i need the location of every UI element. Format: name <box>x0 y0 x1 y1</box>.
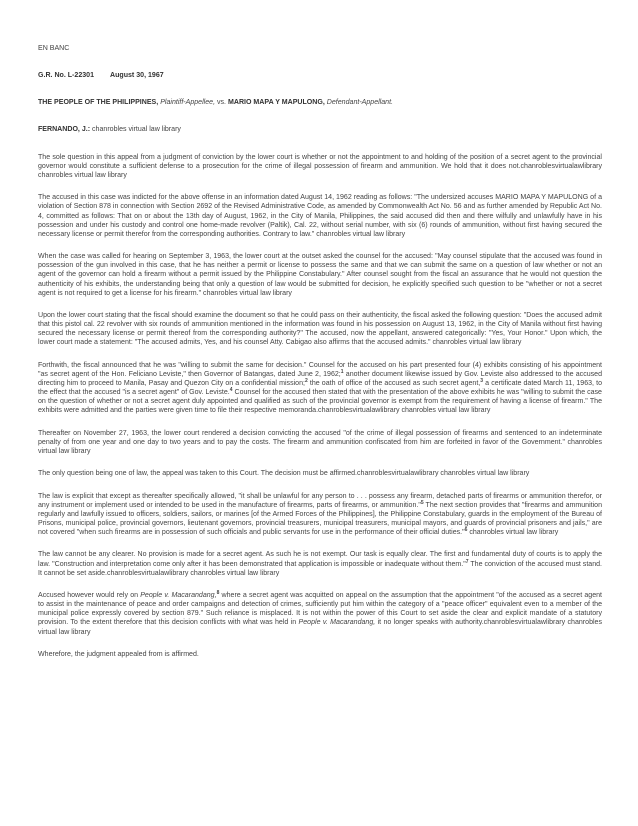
paragraph-5 <box>38 361 602 416</box>
paragraph-11-dispositive: Wherefore, the judgment appealed from is affirmed. <box>38 650 199 658</box>
footnote-ref-7[interactable]: 7 <box>465 558 469 565</box>
plaintiff-role: Plaintiff-Appellee, <box>160 99 216 107</box>
case-title <box>38 98 602 107</box>
court-division-text: EN BANC <box>38 45 70 52</box>
paragraph-2: The accused in this case was indicted for the above offense in an information dated August 14, 1962 reading as follows: "The undersized accuses MARIO MAPA Y MAPULONG of a violation of Section 878 in connection with Section 2692 of the Revised Administrative Code, as amended by Commonwealth Act No. 56 and as further amended by Republic Act No. 4, committed as follows: That on or about the 13th day of August, 1962, in the City of Manila, Philippines, the said accused did then and there wilfully and unlawfully have in his possession and under his custody and control one home-made revolver (Paltik), Cal. 22, without serial number, with six (6) rounds of ammunition, without first having secured the necessary license or permit therefor from the corresponding authorities. Contrary to law." chanrobles virtual law library <box>38 194 602 238</box>
paragraph-5-text-e: Counsel for the accused then stated that with the presentation of the above exhibits he was "willing to submit the case on the question of whether or not a secret agent duly appointed and qualified as such of the provincial governor is exempt from the requirement of having a license of firearm." The exhibits were admitted and the parties were given time to file their respective memoranda.chanroblesvirtualawlibrary chanrobles virtual law library <box>38 389 602 415</box>
paragraph-6: Thereafter on November 27, 1963, the lower court rendered a decision convicting the accused "of the crime of illegal possession of firearms and sentenced to an indeterminate penalty of from one year and one day to two years and to pay the costs. The firearm and ammunition confiscated from him are forfeited in favor of the Government." chanrobles virtual law library <box>38 429 602 455</box>
paragraph-9-text-a: The law cannot be any clearer. No provision is made for a secret agent. As such he is not exempt. Our task is equally clear. The first and fundamental duty of courts is to apply the law. "Construction and interpretation come only after it has been demonstrated that application is impossible or inadequate without them." <box>38 551 602 568</box>
paragraph-5-text-c: the oath of office of the accused as such secret agent, <box>307 379 481 387</box>
footnote-ref-4[interactable]: 4 <box>229 387 233 394</box>
court-division <box>38 44 602 53</box>
paragraph-8-text-a: The law is explicit that except as thereafter specifically allowed, "it shall be unlawful for any person to . . . possess any firearm, detached parts of firearms or ammunition therefor, or any instrument or implement used or intended to be used in the manufacture of firearms, parts of firearms, or ammunition." <box>38 492 602 509</box>
case-citation-repeat: People v. Macarandang, <box>298 619 376 627</box>
paragraph-7: The only question being one of law, the appeal was taken to this Court. The decision must be affirmed.chanroblesvirtualawlibrary chanrobles virtual law library <box>38 470 530 478</box>
case-number-line <box>38 71 602 80</box>
paragraph-5-text-b: another document likewise issued by Gov. Leviste also addressed to the accused directing him to proceed to Manila, Pasay and Quezon City on a confidential mission; <box>38 370 602 387</box>
defendant-name: MARIO MAPA Y MAPULONG, <box>227 99 325 107</box>
paragraph-10-text-b: where a secret agent was acquitted on appeal on the assumption that the appointment "of the accused as a secret agent to assist in the maintenance of peace and order campaigns and detection of crimes, sufficiently put him within the category of a "peace officer" equivalent even to a member of the municipal police expressly covered by section 879." Such reliance is misplaced. It is not within the power of this Court to set aside the clear and explicit mandate of a statutory provision. To the extent therefore that this decision conflicts with what was held in <box>38 591 603 627</box>
versus: vs. <box>217 99 227 107</box>
gr-number: G.R. No. L-22301 <box>38 72 95 80</box>
defendant-role: Defendant-Appellant. <box>326 99 394 107</box>
paragraph-8-text-c: chanrobles virtual law library <box>467 529 559 537</box>
paragraph-10-text-a: Accused however would rely on <box>38 591 141 599</box>
paragraph-1: The sole question in this appeal from a judgment of conviction by the lower court is whether or not the appointment to and holding of the position of a secret agent to the provincial governor would constitute a sufficient defense to a prosecution for the crime of illegal possession of firearm and ammunition. We hold that it does not.chanroblesvirtualawlibrary chanrobles virtual law library <box>38 153 602 179</box>
case-citation: People v. Macarandang, <box>140 591 217 599</box>
paragraph-8-text-b: The next section provides that "firearms and ammunition regularly and lawfully issued to officers, soldiers, sailors, or marines [of the Armed Forces of the Philippines], the Philippine Constabulary, guards in the employment of the Bureau of Prisons, municipal police, provincial governors, lieutenant governors, provincial treasurers, municipal treasurers, municipal mayors, and guards of provincial prisoners and jails," are not covered "when such firearms are in possession of such officials and public servants for use in the performance of their official duties." <box>38 501 602 537</box>
plaintiff-name: THE PEOPLE OF THE PHILIPPINES, <box>38 99 159 107</box>
footnote-ref-2[interactable]: 2 <box>304 377 308 384</box>
paragraph-5-text-d: a certificate dated March 11, 1963, to the effect that the accused "is a secret agent" of Gov. Leviste. <box>38 379 602 397</box>
footnote-ref-5[interactable]: 5 <box>420 499 424 506</box>
paragraph-10 <box>38 591 602 637</box>
paragraph-10-text-c: it no longer speaks with authority.chanroblesvirtualawlibrary chanrobles virtual law library <box>38 619 602 636</box>
paragraph-9-text-b: The conviction of the accused must stand. It cannot be set aside.chanroblesvirtualawlibrary chanrobles virtual law library <box>38 560 603 577</box>
footnote-ref-6[interactable]: 6 <box>464 527 468 534</box>
ponente-name: FERNANDO, J.: <box>38 126 91 134</box>
footnote-ref-1[interactable]: 1 <box>340 368 344 375</box>
paragraph-8 <box>38 492 602 538</box>
paragraph-3: When the case was called for hearing on September 3, 1963, the lower court at the outset asked the counsel for the accused: "May counsel stipulate that the accused was found in possession of the gun involved in this case, that he has neither a permit or license to possess the same and that we can submit the same on a question of law whether or not an agent of the governor can hold a firearm without a permit issued by the Philippine Constabulary." After counsel sought from the fiscal an assurance that he would not question the authenticity of his exhibits, the understanding being that only a question of law would be submitted for decision, he explicitly specified such question to be "whether or not a secret agent is not required to get a license for his firearm." chanrobles virtual law library <box>38 253 602 297</box>
paragraph-9 <box>38 550 602 577</box>
paragraph-5-text-a: Forthwith, the fiscal announced that he was "willing to submit the same for decision." Counsel for the accused on his part presented four (4) exhibits consisting of his appointment "as secret agent of the Hon. Feliciano Leviste," then Governor of Batangas, dated June 2, 1962; <box>38 361 602 378</box>
paragraph-4: Upon the lower court stating that the fiscal should examine the document so that he could pass on their authenticity, the fiscal asked the following question: "Does the accused admit that this pistol cal. 22 revolver with six rounds of ammunition mentioned in the information was found in his possession on August 13, 1962, in the City of Manila without first having secured the necessary license or permit thereof from the corresponding authority?" The accused, now the appellant, answered categorically: "Yes, Your Honor." Upon which, the lower court made a statement: "The accused admits, Yes, and his counsel Atty. Cabigao also affirms that the accused admits." chanrobles virtual law library <box>38 311 602 347</box>
decision-date: August 30, 1967 <box>110 72 164 80</box>
ponente-suffix: chanrobles virtual law library <box>90 126 181 134</box>
footnote-ref-8[interactable]: 8 <box>216 589 220 596</box>
footnote-ref-3[interactable]: 3 <box>480 377 484 384</box>
ponente-line <box>38 125 602 134</box>
